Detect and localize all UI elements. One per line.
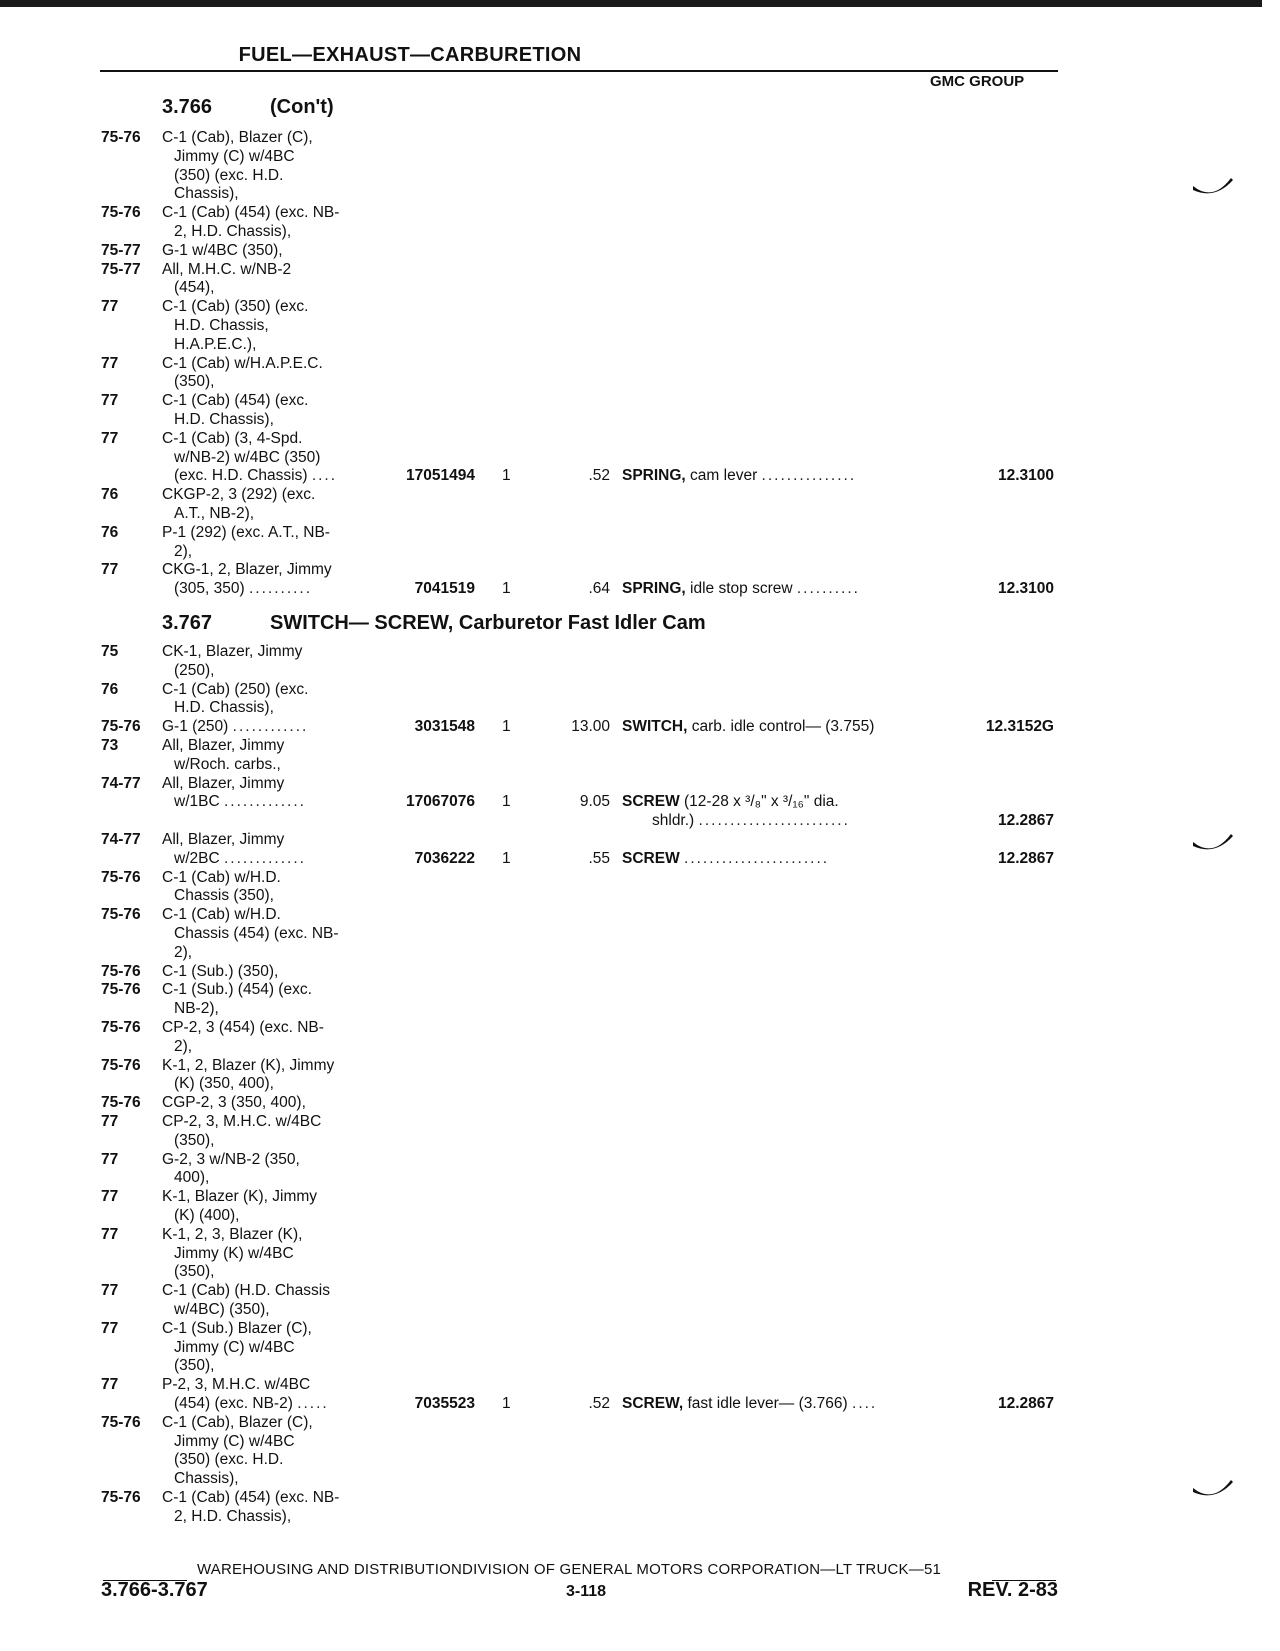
application-label: (350) (exc. H.D. [174, 1451, 284, 1469]
application-text [162, 980, 312, 999]
application-label: G-1 w/4BC (350), [162, 241, 283, 259]
application-label: C-1 (Cab), Blazer (C), [162, 1413, 313, 1431]
application-text [162, 868, 281, 887]
model-year: 77 [101, 1319, 119, 1337]
application-text [174, 886, 274, 905]
application-text [162, 1225, 302, 1244]
model-year: 75-76 [101, 129, 141, 146]
dot-leader: ............ [232, 718, 309, 736]
application-text [162, 485, 315, 504]
application-label: Chassis (454) (exc. NB- [174, 925, 339, 942]
application-label: CKGP-2, 3 (292) (exc. [162, 486, 316, 504]
dot-leader: ........................ [698, 812, 850, 830]
price: 13.00 [571, 718, 610, 736]
application-label: C-1 (Cab) w/H.D. [162, 906, 281, 924]
application-text [174, 1131, 215, 1150]
application-text [174, 372, 215, 391]
application-label: 2), [174, 542, 193, 560]
application-text [162, 1093, 306, 1112]
application-label: G-2, 3 w/NB-2 (350, [162, 1150, 300, 1168]
application-label: (350) (exc. H.D. [174, 166, 284, 184]
price: .64 [588, 580, 610, 598]
application-text [174, 1206, 239, 1225]
part-description [622, 1394, 877, 1413]
application-label: (350), [174, 1131, 215, 1149]
application-text [174, 1507, 291, 1526]
model-year: 76 [101, 486, 119, 504]
application-label: C-1 (Cab) (454) (exc. [162, 392, 309, 410]
part-number: 7036222 [414, 849, 475, 867]
application-text [174, 1168, 209, 1187]
price: .55 [588, 849, 610, 867]
section-title: SWITCH— SCREW, Carburetor Fast Idler Cam [270, 612, 706, 634]
part-number: 7041519 [414, 580, 475, 598]
application-text [174, 410, 274, 429]
application-label: (350), [174, 373, 215, 391]
application-label: C-1 (Sub.) (350), [162, 962, 279, 980]
application-label: Jimmy (C) w/4BC [174, 1338, 295, 1356]
footer-revision: REV. 2-83 [967, 1579, 1058, 1601]
application-label: (350), [174, 1263, 215, 1281]
application-text [174, 849, 306, 868]
section-number: 3.766 [162, 96, 213, 118]
catalog-code: 12.3100 [997, 467, 1054, 485]
application-text [162, 429, 302, 448]
application-label: (K) (350, 400), [174, 1075, 274, 1093]
binder-hole-mark-icon [1191, 832, 1235, 854]
part-name: SPRING, [622, 580, 686, 598]
application-text [174, 147, 295, 166]
part-description [622, 792, 839, 811]
model-year: 75-76 [101, 1056, 141, 1074]
model-year: 75-76 [101, 1019, 141, 1036]
model-year: 77 [101, 561, 119, 579]
quantity: 1 [502, 1395, 511, 1412]
application-text [174, 1450, 283, 1469]
application-label: CKG-1, 2, Blazer, Jimmy [162, 561, 332, 579]
application-label: w/NB-2) w/4BC (350) [174, 448, 321, 466]
model-year: 75-76 [101, 981, 141, 999]
model-year: 76 [101, 680, 119, 698]
part-name: SCREW, [622, 1395, 684, 1412]
model-year: 74-77 [101, 831, 141, 848]
dot-leader: ............... [761, 467, 857, 485]
model-year: 77 [101, 429, 119, 447]
dot-leader: .... [311, 467, 338, 485]
dot-leader: .......... [248, 580, 313, 598]
application-text [174, 278, 215, 297]
part-number: 17067076 [406, 793, 475, 811]
application-text [162, 203, 339, 222]
part-detail: cam lever [685, 467, 758, 485]
quantity: 1 [502, 849, 511, 867]
application-label: (exc. H.D. Chassis) [174, 467, 308, 485]
application-text [174, 542, 192, 561]
catalog-code: 12.2867 [997, 1395, 1054, 1412]
application-label: (454) (exc. NB-2) [174, 1395, 293, 1412]
application-text [162, 1056, 334, 1075]
application-label: C-1 (Sub.) (454) (exc. [162, 981, 312, 999]
application-label: K-1, 2, 3, Blazer (K), [162, 1225, 303, 1243]
application-text [162, 391, 308, 410]
application-label: C-1 (Cab) w/H.A.P.E.C. [162, 354, 323, 372]
application-label: K-1, 2, Blazer (K), Jimmy [162, 1056, 335, 1074]
application-label: Chassis (350), [174, 887, 274, 905]
application-label: C-1 (Cab), Blazer (C), [162, 129, 313, 146]
model-year: 77 [101, 392, 119, 410]
application-text [174, 316, 269, 335]
part-detail: carb. idle control— (3.755) [687, 718, 875, 736]
application-label: 2), [174, 943, 193, 961]
application-text [162, 680, 308, 699]
application-text [174, 999, 219, 1018]
catalog-code: 12.3152G [985, 718, 1054, 736]
application-label: P-1 (292) (exc. A.T., NB- [162, 523, 330, 541]
application-text [162, 241, 283, 260]
section-heading-3767 [162, 612, 706, 635]
application-label: All, Blazer, Jimmy [162, 737, 285, 754]
application-label: H.D. Chassis), [174, 699, 274, 717]
application-label: 2, H.D. Chassis), [174, 1507, 292, 1525]
application-label: w/2BC [174, 849, 220, 867]
dot-leader: ............. [223, 849, 306, 867]
quantity: 1 [502, 467, 511, 485]
application-text [174, 1262, 215, 1281]
model-year: 75-76 [101, 718, 141, 736]
quantity: 1 [502, 580, 511, 598]
application-label: C-1 (Cab) (H.D. Chassis [162, 1282, 330, 1300]
application-text [174, 943, 192, 962]
catalog-code: 12.3100 [997, 580, 1054, 598]
model-year: 77 [101, 1225, 119, 1243]
application-label: CP-2, 3 (454) (exc. NB- [162, 1019, 324, 1036]
application-label: (K) (400), [174, 1207, 240, 1224]
catalog-code: 12.2867 [997, 812, 1054, 830]
quantity: 1 [502, 718, 511, 736]
application-text [162, 1319, 312, 1338]
model-year: 77 [101, 354, 119, 372]
dot-leader: .......... [796, 580, 860, 598]
footer-page-number: 3-118 [566, 1583, 607, 1600]
model-year: 75-76 [101, 962, 141, 980]
model-year: 75-77 [101, 260, 141, 278]
application-label: C-1 (Cab) (350) (exc. [162, 298, 309, 316]
price: .52 [588, 1395, 610, 1412]
application-text [174, 1244, 294, 1263]
quantity: 1 [502, 793, 511, 811]
model-year: 75-76 [101, 204, 141, 222]
application-label: C-1 (Cab) (250) (exc. [162, 680, 309, 698]
application-text [162, 830, 284, 849]
part-name: SPRING, [622, 467, 686, 485]
price: 9.05 [579, 793, 610, 811]
model-year: 76 [101, 523, 119, 541]
application-label: A.T., NB-2), [174, 505, 255, 522]
application-label: Jimmy (K) w/4BC [174, 1244, 294, 1262]
application-text [174, 504, 254, 523]
application-text [174, 1432, 295, 1451]
application-text [162, 1187, 317, 1206]
application-label: (350), [174, 1357, 215, 1375]
application-label: Chassis), [174, 1470, 239, 1488]
application-label: (305, 350) [174, 580, 245, 598]
application-text [162, 774, 284, 793]
section-number: 3.767 [162, 612, 213, 634]
model-year: 74-77 [101, 774, 141, 792]
application-label: C-1 (Sub.) Blazer (C), [162, 1319, 312, 1337]
application-text [162, 642, 302, 661]
application-text [162, 962, 278, 981]
application-text [174, 466, 337, 485]
model-year: 75-77 [101, 241, 141, 259]
application-text [174, 1356, 215, 1375]
application-text [174, 1338, 295, 1357]
application-label: C-1 (Cab) (454) (exc. NB- [162, 1489, 340, 1506]
application-label: (454), [174, 279, 215, 297]
application-text [162, 717, 308, 736]
application-label: Jimmy (C) w/4BC [174, 147, 295, 165]
model-year: 77 [101, 298, 119, 316]
footer-section-range: 3.766-3.767 [101, 1579, 208, 1601]
part-name: SWITCH, [622, 718, 688, 736]
application-label: Jimmy (C) w/4BC [174, 1432, 295, 1450]
application-text [174, 698, 274, 717]
application-label: C-1 (Cab) (3, 4-Spd. [162, 429, 303, 447]
application-text [174, 924, 339, 943]
application-text [174, 755, 281, 774]
binder-hole-mark-icon [1191, 1478, 1235, 1500]
part-number: 17051494 [406, 467, 475, 485]
application-text [162, 297, 308, 316]
application-label: w/4BC) (350), [174, 1301, 270, 1318]
application-label: G-1 (250) [162, 718, 229, 736]
application-label: H.D. Chassis), [174, 411, 274, 428]
application-text [162, 128, 313, 147]
footer-publisher: WAREHOUSING AND DISTRIBUTIONDIVISION OF GENERAL MOTORS CORPORATION—LT TRUCK—51 [197, 1561, 942, 1578]
application-label: K-1, Blazer (K), Jimmy [162, 1188, 318, 1206]
part-detail: idle stop screw [685, 580, 793, 598]
part-description [622, 579, 860, 598]
part-description [652, 811, 850, 830]
application-text [174, 579, 312, 598]
group-label: GMC GROUP [930, 73, 1025, 90]
page-title: FUEL—EXHAUST—CARBURETION [238, 44, 582, 66]
application-label: w/Roch. carbs., [174, 755, 281, 773]
application-label: NB-2), [174, 1000, 219, 1018]
application-text [162, 260, 291, 279]
model-year: 75-76 [101, 1094, 141, 1112]
application-text [174, 448, 320, 467]
application-label: 400), [174, 1169, 210, 1187]
application-text [174, 792, 306, 811]
application-text [174, 1300, 270, 1319]
title-underline [100, 70, 1058, 72]
application-label: 2, H.D. Chassis), [174, 223, 292, 240]
application-label: CGP-2, 3 (350, 400), [162, 1094, 306, 1112]
application-text [162, 1112, 321, 1131]
application-text [174, 166, 283, 185]
model-year: 75-76 [101, 1489, 141, 1506]
application-text [162, 905, 281, 924]
application-label: w/1BC [174, 793, 220, 811]
application-text [174, 222, 291, 241]
application-text [162, 1488, 339, 1507]
model-year: 75-76 [101, 1413, 141, 1431]
application-label: H.A.P.E.C.), [174, 335, 257, 353]
part-detail: fast idle lever— (3.766) [683, 1395, 848, 1412]
part-description [622, 466, 856, 485]
application-text [174, 1037, 192, 1056]
model-year: 77 [101, 1113, 119, 1130]
catalog-code: 12.2867 [997, 849, 1054, 867]
application-label: All, M.H.C. w/NB-2 [162, 260, 292, 278]
application-label: CK-1, Blazer, Jimmy [162, 643, 303, 660]
binder-hole-mark-icon [1191, 176, 1235, 198]
application-label: Chassis), [174, 185, 239, 203]
top-border-rule [0, 0, 1262, 7]
application-text [174, 1394, 329, 1413]
application-label: H.D. Chassis, [174, 317, 269, 334]
part-number: 3031548 [414, 718, 475, 736]
model-year: 75 [101, 643, 119, 660]
application-text [162, 1281, 330, 1300]
application-label: C-1 (Cab) w/H.D. [162, 868, 281, 886]
application-text [174, 184, 239, 203]
application-label: CP-2, 3, M.H.C. w/4BC [162, 1113, 322, 1130]
model-year: 75-76 [101, 868, 141, 886]
application-label: All, Blazer, Jimmy [162, 831, 285, 848]
application-label: C-1 (Cab) (454) (exc. NB- [162, 204, 340, 222]
application-text [162, 523, 330, 542]
application-text [162, 1150, 300, 1169]
application-label: P-2, 3, M.H.C. w/4BC [162, 1376, 311, 1394]
dot-leader: ..... [297, 1395, 329, 1412]
application-text [162, 1018, 324, 1037]
model-year: 77 [101, 1376, 119, 1394]
application-text [174, 661, 215, 680]
part-detail: (12-28 x ³/₈" x ³/₁₆" dia. [679, 793, 839, 811]
application-text [162, 560, 332, 579]
model-year: 77 [101, 1282, 119, 1300]
application-label: (250), [174, 661, 215, 679]
section-heading-3766 [162, 96, 334, 119]
dot-leader: .... [852, 1395, 878, 1412]
application-label: All, Blazer, Jimmy [162, 774, 285, 792]
application-label: 2), [174, 1037, 193, 1055]
section-title: (Con't) [270, 96, 334, 118]
price: .52 [588, 467, 610, 485]
application-text [162, 736, 284, 755]
model-year: 75-76 [101, 906, 141, 924]
part-name: SCREW [622, 849, 680, 867]
application-text [174, 1074, 274, 1093]
model-year: 77 [101, 1188, 119, 1206]
application-text [162, 1375, 310, 1394]
part-detail: shldr.) [652, 812, 695, 830]
part-number: 7035523 [414, 1395, 475, 1412]
dot-leader: ............. [223, 793, 306, 811]
model-year: 77 [101, 1150, 119, 1168]
application-text [162, 354, 323, 373]
application-text [162, 1413, 313, 1432]
application-text [174, 1469, 239, 1488]
dot-leader: ....................... [684, 849, 830, 867]
part-description [622, 849, 829, 868]
model-year: 73 [101, 737, 119, 754]
part-name: SCREW [622, 793, 680, 811]
application-text [174, 335, 256, 354]
part-description [622, 717, 874, 736]
